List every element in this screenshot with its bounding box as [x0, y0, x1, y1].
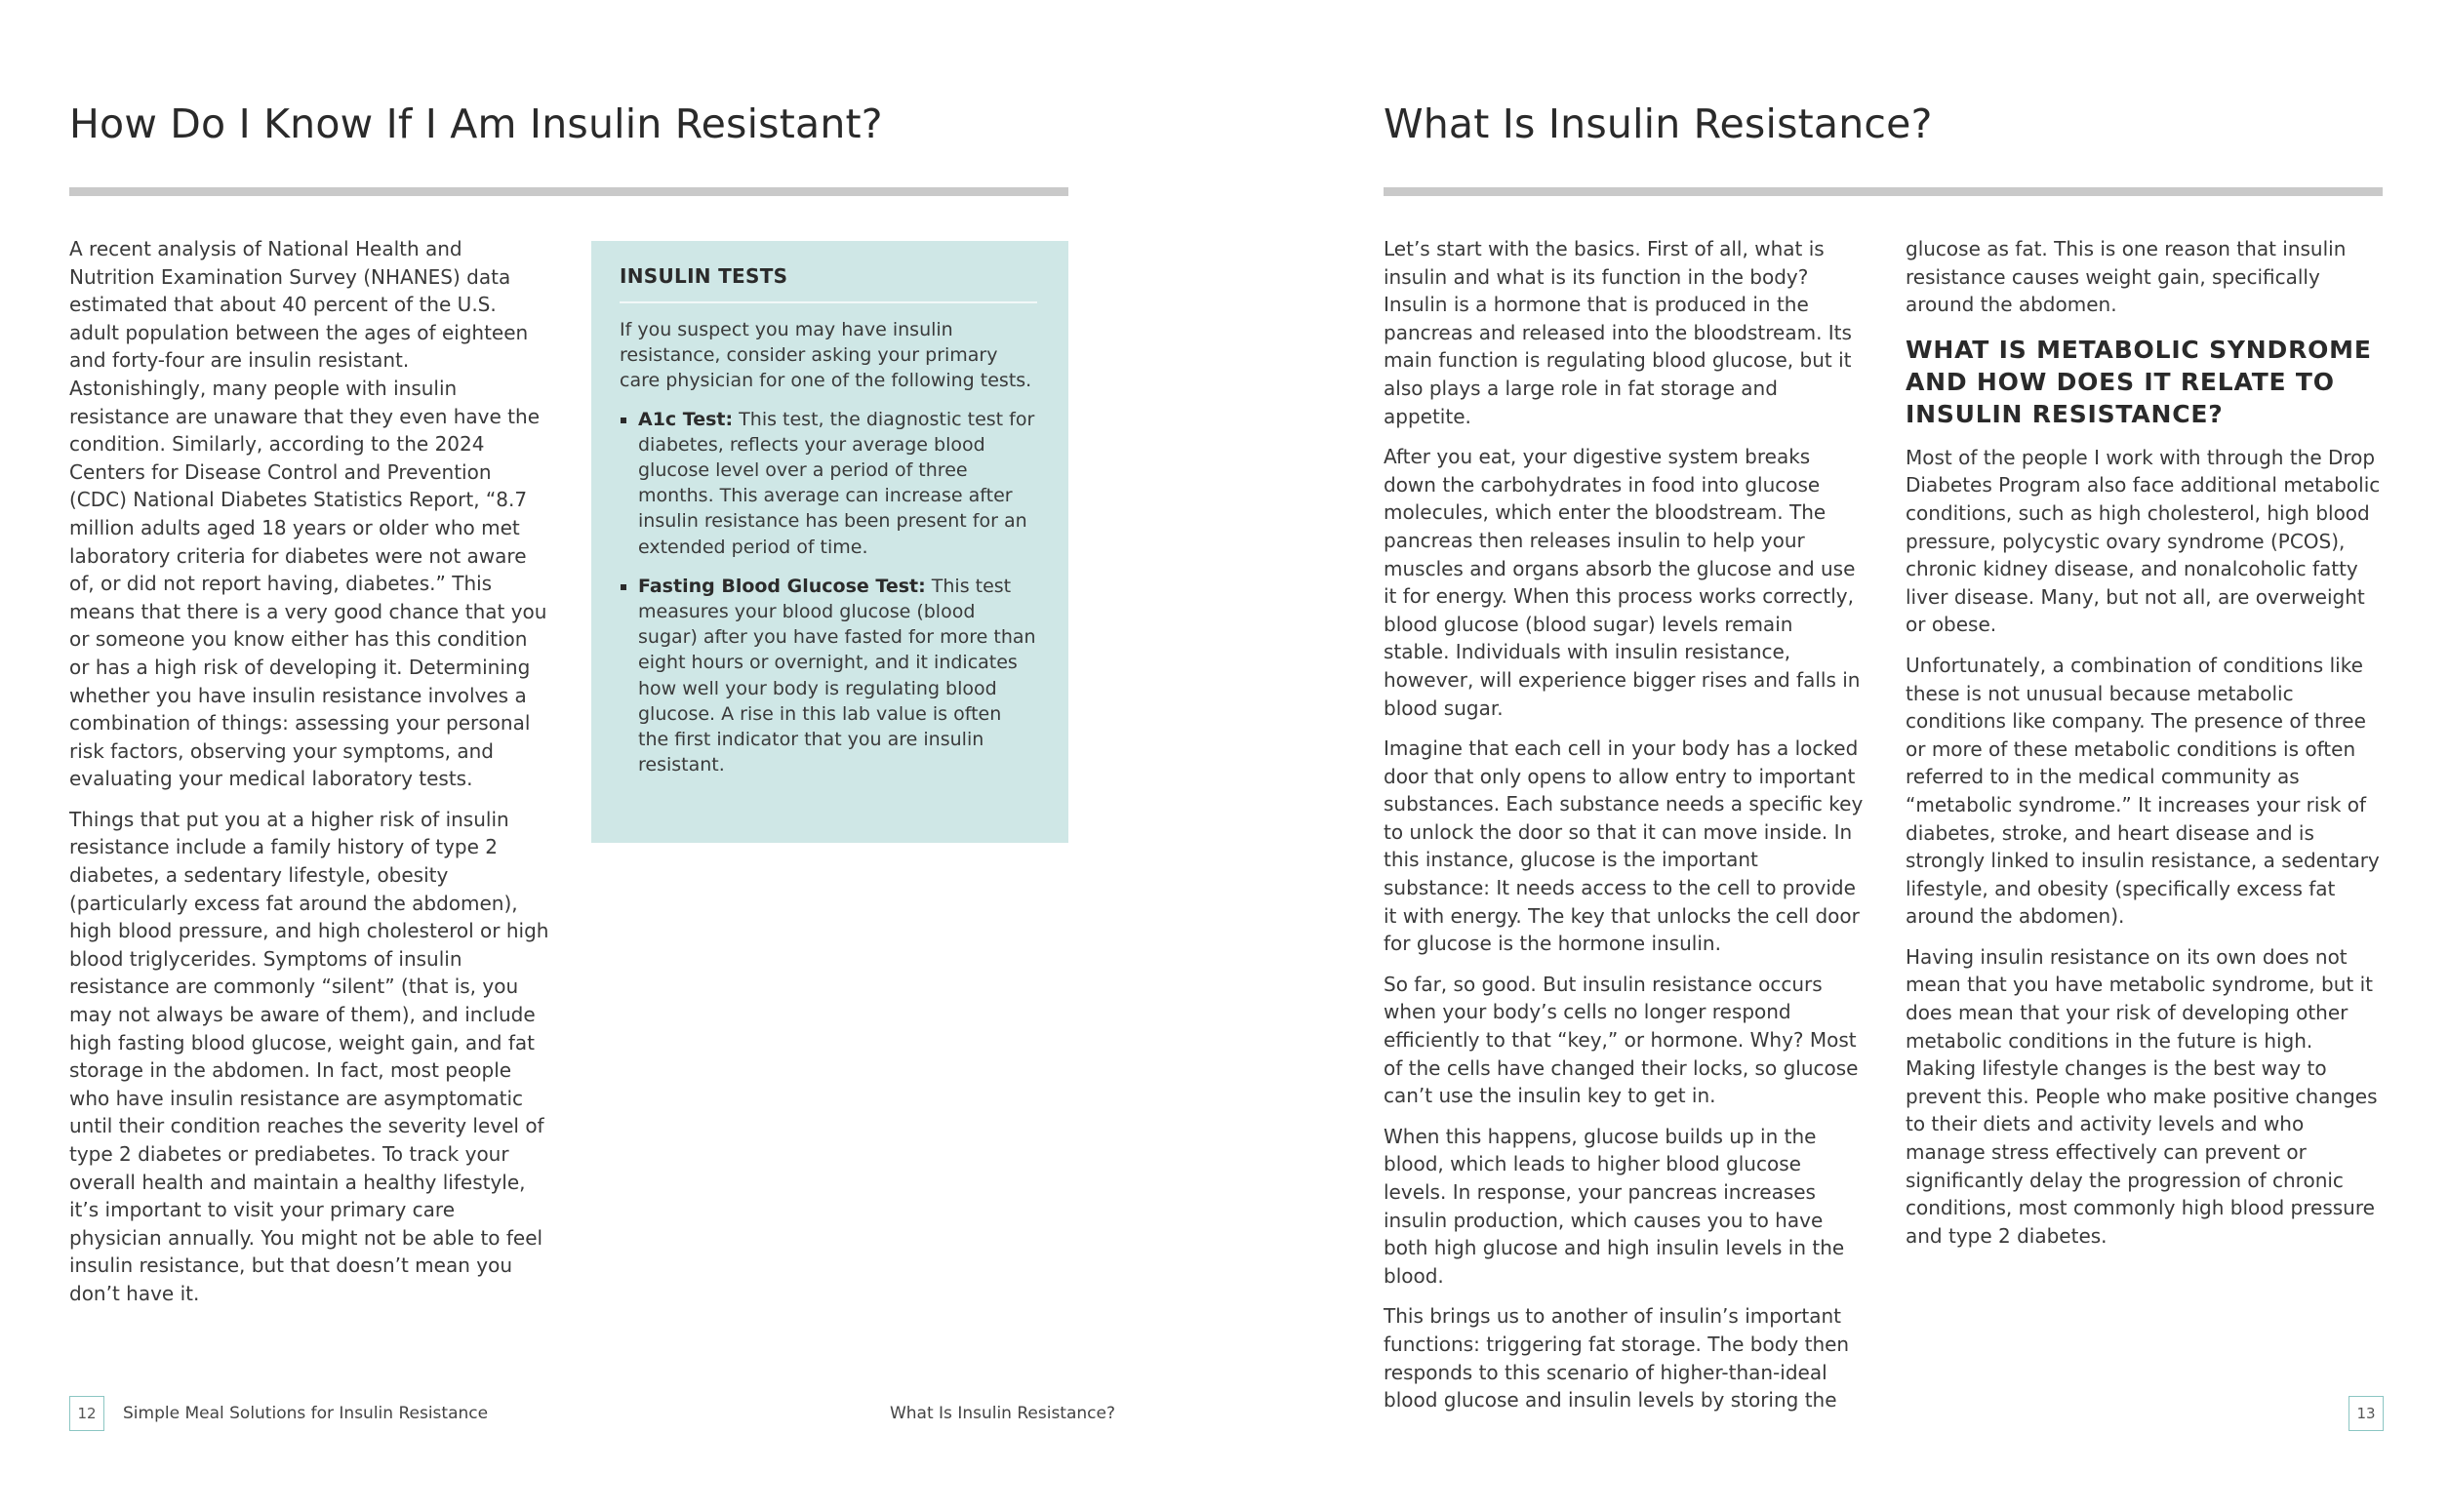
body-paragraph: This brings us to another of insulin’s important functions: triggering fat storage. The body then responds to this scenario of higher-than-ideal blood glucose and insulin levels by storing the: [1384, 1304, 1850, 1413]
left-page: [0, 0, 1224, 1512]
list-item-term: Fasting Blood Glucose Test:: [638, 575, 926, 597]
list-item: [620, 574, 1037, 778]
insulin-tests-sidebar: [591, 241, 1068, 843]
left-body-column: [69, 235, 549, 1321]
right-body-column-1: [1384, 235, 1864, 1427]
body-paragraph: Things that put you at a higher risk of insulin resistance include a family history of type 2 diabetes, a sedentary lifestyle, obesity (particularly excess fat around the abdomen), high blood pressure, and high cholesterol or high blood triglycerides. Symptoms of insulin resistance are commonly “silent” (that is, you may not always be aware of them), and include high fasting blood glucose, weight gain, and fat storage in the abdomen. In fact, most people who have insulin resistance are asymptomatic until their condition reaches the severity level of type 2 diabetes or prediabetes. To track your overall health and maintain a healthy lifestyle, it’s important to visit your primary care physician annually. You might not be able to feel insulin resistance, but that doesn’t mean you don’t have it.: [69, 807, 549, 1305]
body-paragraph: Having insulin resistance on its own does not mean that you have metabolic syndrome, but it does mean that your risk of developing other metabolic conditions in the future is high. Making lifestyle changes is the best way to prevent this. People who make positive changes to their diets and activity levels and who manage stress effectively can prevent or significantly delay the progression of chronic conditions, most commonly high blood pressure and type 2 diabetes.: [1906, 944, 2378, 1248]
body-paragraph: So far, so good. But insulin resistance occurs when your body’s cells no longer respond efficiently to that “key,” or hormone. Why? Most of the cells have changed their locks, so glucose can’t use the insulin key to get in.: [1384, 972, 1859, 1108]
body-paragraph: Imagine that each cell in your body has a locked door that only opens to allow entry to important substances. Each substance needs a specific key to unlock the door so that it can move inside. In this instance, glucose is the important substance: It needs access to the cell to provide it with energy. The key that unlocks the cell door for glucose is the hormone insulin.: [1384, 736, 1864, 956]
page-number: 13: [2349, 1396, 2384, 1431]
body-paragraph: Let’s start with the basics. First of all, what is insulin and what is its function in the body? Insulin is a hormone that is produced in the pancreas and released into the bloodstream. Its main function is regulating blood glucose, but it also plays a large role in fat storage and appetite.: [1384, 237, 1852, 428]
sidebar-intro: If you suspect you may have insulin resistance, consider asking your primary care physician for one of the following tests.: [620, 319, 1032, 392]
running-footer-title: Simple Meal Solutions for Insulin Resistance: [123, 1404, 489, 1423]
page-title: How Do I Know If I Am Insulin Resistant?: [69, 100, 883, 147]
body-paragraph: Unfortunately, a combination of conditions like these is not unusual because metabolic conditions like company. The presence of three or more of these metabolic conditions is often referred to in the medical community as “metabolic syndrome.” It increases your risk of diabetes, stroke, and heart disease and is strongly linked to insulin resistance, a sedentary lifestyle, and obesity (specifically excess fat around the abdomen).: [1906, 653, 2380, 929]
body-paragraph: After you eat, your digestive system breaks down the carbohydrates in food into glucose molecules, which enter the bloodstream. The pancreas then releases insulin to help your muscles and organs absorb the glucose and use it for energy. When this process works correctly, blood glucose (blood sugar) levels remain stable. Individuals with insulin resistance, however, will experience bigger rises and falls in blood sugar.: [1384, 445, 1861, 720]
body-paragraph: Most of the people I work with through the Drop Diabetes Program also face additional metabolic conditions, such as high cholesterol, high blood pressure, polycystic ovary syndrome (PCOS), chronic kidney disease, and nonalcoholic fatty liver disease. Many, but not all, are overweight or obese.: [1906, 445, 2381, 637]
title-divider: [1384, 187, 2383, 196]
list-item-text: This test measures your blood glucose (blood sugar) after you have fasted for more than eight hours or overnight, and it indicates how well your body is regulating blood glucose. A rise in this lab value is often the first indicator that you are insulin resistant.: [638, 575, 1036, 776]
list-item-term: A1c Test:: [638, 408, 734, 430]
title-divider: [69, 187, 1068, 196]
page-title: What Is Insulin Resistance?: [1384, 100, 1933, 147]
body-paragraph: glucose as fat. This is one reason that insulin resistance causes weight gain, specifically around the abdomen.: [1906, 237, 2347, 317]
sidebar-list: [620, 407, 1037, 778]
section-subheading: WHAT IS METABOLIC SYNDROME AND HOW DOES IT RELATE TO INSULIN RESISTANCE?: [1906, 335, 2372, 428]
list-item: [620, 407, 1037, 560]
right-page: [889, 0, 2449, 1512]
right-body-column-2: [1906, 235, 2386, 1262]
body-paragraph: When this happens, glucose builds up in the blood, which leads to higher blood glucose levels. In response, your pancreas increases insulin production, which causes you to have both high glucose and high insulin levels in the blood.: [1384, 1124, 1845, 1288]
page-number: 12: [69, 1396, 104, 1431]
sidebar-title: INSULIN TESTS: [620, 264, 1037, 303]
running-footer-title: What Is Insulin Resistance?: [889, 1404, 1115, 1423]
list-item-text: This test, the diagnostic test for diabetes, reflects your average blood glucose level over a period of three months. This average can increase after insulin resistance has been present for an extended period of time.: [638, 408, 1035, 558]
body-paragraph: A recent analysis of National Health and Nutrition Examination Survey (NHANES) data estimated that about 40 percent of the U.S. adult population between the ages of eighteen and forty-four are insulin resistant. Astonishingly, many people with insulin resistance are unaware that they even have the condition. Similarly, according to the 2024 Centers for Disease Control and Prevention (CDC) National Diabetes Statistics Report, “8.7 million adults aged 18 years or older who met laboratory criteria for diabetes were not aware of, or did not report having, diabetes.” This means that there is a very good chance that you or someone you know either has this condition or has a high risk of developing it. Determining whether you have insulin resistance involves a combination of things: assessing your personal risk factors, observing your symptoms, and evaluating your medical laboratory tests.: [69, 237, 547, 791]
